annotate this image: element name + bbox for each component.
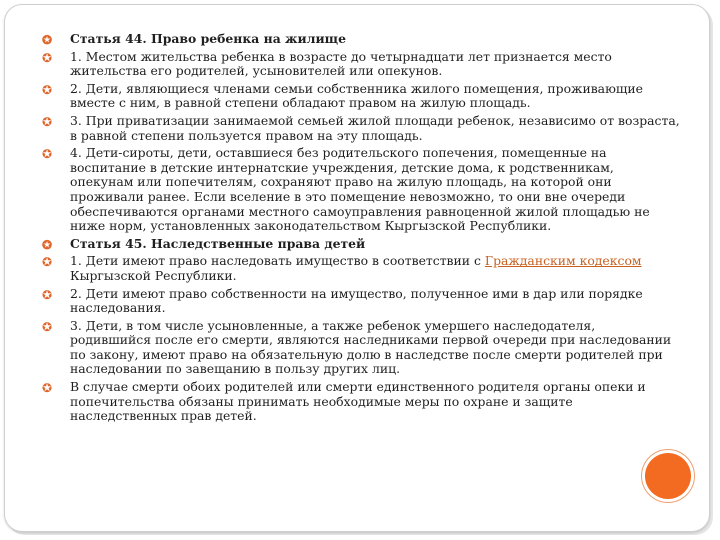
item-text: 4. Дети-сироты, дети, оставшиеся без родительского попечения, помещенные на воспитание в детские интернатские учреждения, детские дома, к родственникам, опекунам или попечителям, сохраняют право на жилую площадь, на которой они проживали ранее. Если вселение в это помещение невозможно, то они вне очереди обеспечиваются органами местного самоуправления равноценной жилой площадью не ниже норм, установленных законодательством Кыргызской Республики. [70,145,650,234]
item-text: 1. Местом жительства ребенка в возрасте до четырнадцати лет признается место жительства его родителей, усыновителей или опекунов. [70,48,612,79]
slide-content [40,32,680,427]
list-item [40,319,680,377]
civil-code-link[interactable]: Гражданским кодексом [484,253,642,269]
bullet-icon: ✪ [41,237,53,252]
bullet-icon: ✪ [41,255,53,270]
list-item [40,254,680,283]
list-item [40,82,680,111]
item-text: 2. Дети, являющиеся членами семьи собственника жилого помещения, проживающие вместе с ним, в равной степени обладают правом на жилую площадь. [70,80,643,111]
item-text: В случае смерти обоих родителей или смерти единственного родителя органы опеки и попечительства обязаны принимать необходимые меры по охране и защите наследственных прав детей. [70,379,646,424]
bullet-icon: ✪ [41,147,53,162]
list-item [40,146,680,234]
item-text: Статья 45. Наследственные права детей [70,235,366,251]
bullet-icon: ✪ [41,50,53,65]
item-text: 2. Дети имеют право собственности на имущество, полученное ими в дар или порядке наследования. [70,285,643,316]
list-item [40,380,680,424]
bullet-icon: ✪ [41,287,53,302]
bullet-icon: ✪ [41,114,53,129]
item-text: 3. При приватизации занимаемой семьей жилой площади ребенок, независимо от возраста, в равной степени пользуется правом на эту площадь. [70,112,680,143]
bullet-icon: ✪ [41,319,53,334]
slide [4,4,708,530]
item-text-post: Кыргызской Республики. [70,267,237,283]
list-item [40,114,680,143]
bullet-icon: ✪ [41,381,53,396]
bullet-icon: ✪ [41,33,53,47]
list-item [40,287,680,316]
article-44-heading [40,32,680,47]
decorative-circle [645,453,691,499]
item-text-pre: 1. Дети имеют право наследовать имущество в соответствии с [70,253,485,269]
bullet-icon: ✪ [41,82,53,97]
item-text: 3. Дети, в том числе усыновленные, а также ребенок умершего наследодателя, родившийся после его смерти, являются наследниками первой очереди при наследовании по закону, имеют право на обязательную долю в наследстве после смерти родителей при наследовании по завещанию в пользу других лиц. [70,317,672,377]
item-text: Статья 44. Право ребенка на жилище [70,31,346,46]
article-45-heading [40,237,680,252]
list-item [40,50,680,79]
